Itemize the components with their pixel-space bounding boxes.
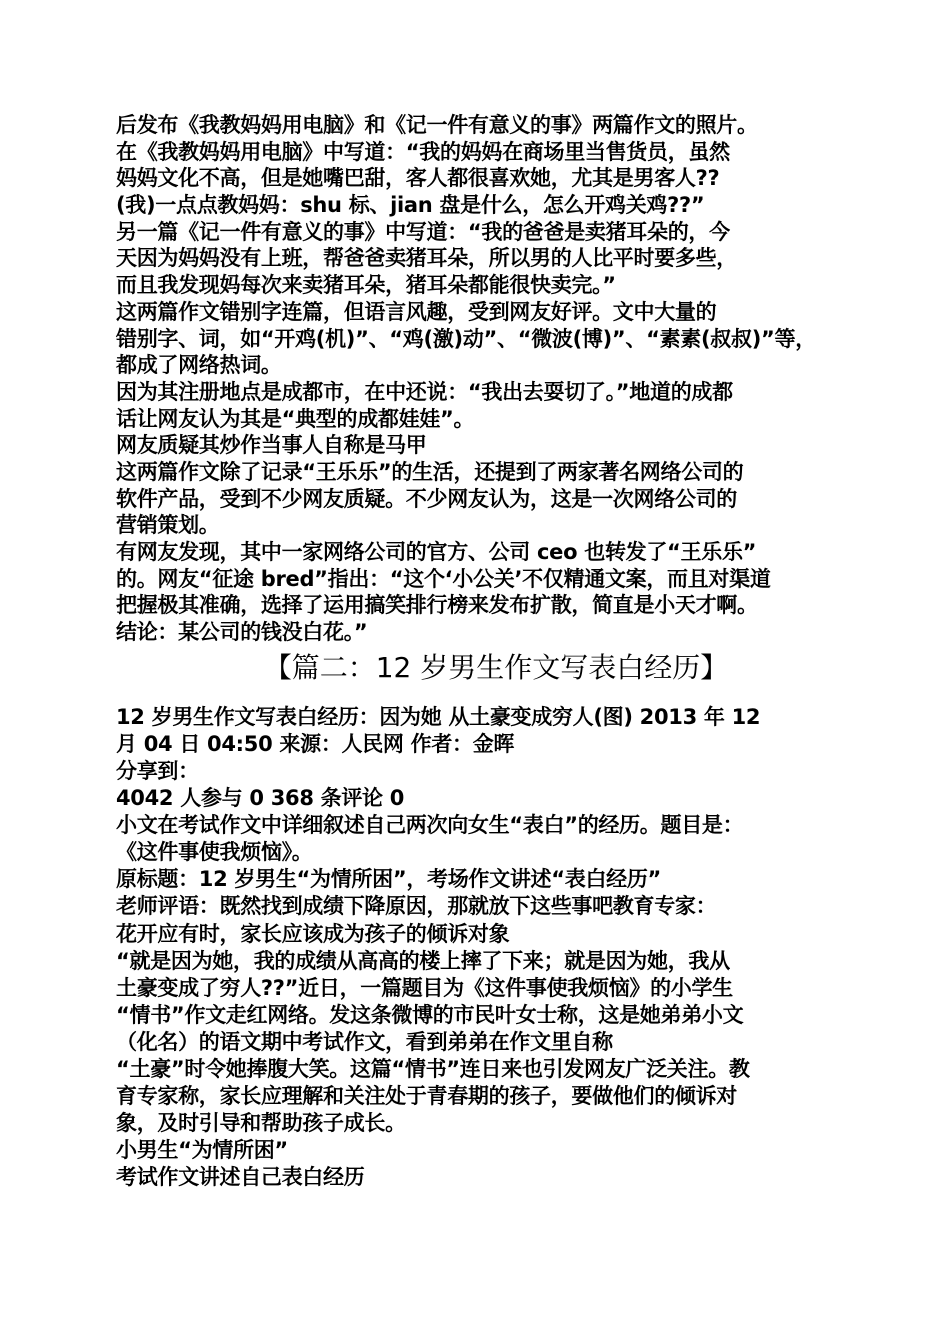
text-line: 有网友发现，其中一家网络公司的官方、公司 ceo 也转发了“王乐乐”: [116, 540, 757, 564]
text-line: 老师评语：既然找到成绩下降原因，那就放下这些事吧教育专家：: [116, 894, 717, 919]
text-line: 月 04 日 04:50 来源：人民网 作者：金晖: [116, 731, 515, 756]
text-line: 错别字、词，如“开鸡(机)”、“鸡(激)动”、“微波(博)”、“素素(叔叔)”等，: [116, 326, 816, 351]
text-line: 妈妈文化不高，但是她嘴巴甜，客人都很喜欢她，尤其是男客人??: [116, 166, 720, 191]
text-line: 考试作文讲述自己表白经历: [116, 1165, 365, 1190]
share-line: 分享到：: [116, 758, 199, 783]
text-line: 都成了网络热词。: [116, 353, 282, 378]
text-line: 结论：某公司的钱没白花。”: [116, 620, 368, 645]
text-line: 土豪变成了穷人??”近日，一篇题目为《这件事使我烦恼》的小学生: [116, 975, 733, 1000]
text-line: 营销策划。: [116, 513, 220, 538]
text-line: 小男生“为情所困”: [116, 1138, 288, 1163]
text-line: “土豪”时令她捧腹大笑。这篇“情书”连日来也引发网友广泛关注。教: [116, 1056, 750, 1081]
text-line: 花开应有时，家长应该成为孩子的倾诉对象: [116, 921, 510, 946]
section-two: [116, 704, 856, 1192]
stats-line: 4042 人参与 0 368 条评论 0: [116, 786, 405, 811]
text-line: 象，及时引导和帮助孩子成长。: [116, 1111, 406, 1136]
text-line: 软件产品，受到不少网友质疑。不少网友认为，这是一次网络公司的: [116, 486, 737, 511]
text-line: 育专家称，家长应理解和关注处于青春期的孩子，要做他们的倾诉对: [116, 1084, 737, 1109]
text-line: 因为其注册地点是成都市，在中还说：“我出去耍切了。”地道的成都: [116, 379, 733, 404]
text-line: 把握极其准确，选择了运用搞笑排行榜来发布扩散，简直是小天才啊。: [116, 593, 758, 618]
text-line: 后发布《我教妈妈用电脑》和《记一件有意义的事》两篇作文的照片。: [116, 113, 758, 137]
text-line: “就是因为她，我的成绩从高高的楼上摔了下来；就是因为她，我从: [116, 948, 730, 973]
section-heading: 【篇二：12 岁男生作文写表白经历】: [263, 650, 729, 684]
subheading-line: 网友质疑其炒作当事人自称是马甲: [116, 433, 427, 458]
text-line: 小文在考试作文中详细叙述自己两次向女生“表白”的经历。题目是：: [116, 813, 744, 838]
text-line: 在《我教妈妈用电脑》中写道：“我的妈妈在商场里当售货员，虽然: [116, 139, 730, 164]
text-line: 天因为妈妈没有上班，帮爸爸卖猪耳朵，所以男的人比平时要多些，: [116, 246, 737, 271]
text-line: 《这件事使我烦恼》。: [116, 840, 313, 865]
text-line: （化名）的语文期中考试作文，看到弟弟在作文里自称: [116, 1029, 613, 1054]
text-line: 12 岁男生作文写表白经历：因为她 从土豪变成穷人(图) 2013 年 12: [116, 704, 761, 729]
text-line: 这两篇作文错别字连篇，但语言风趣，受到网友好评。文中大量的: [116, 299, 717, 324]
text-line: 另一篇《记一件有意义的事》中写道：“我的爸爸是卖猪耳朵的，今: [116, 219, 730, 244]
section-one: [116, 112, 856, 646]
text-line: 而且我发现妈每次来卖猪耳朵，猪耳朵都能很快卖完。”: [116, 273, 616, 298]
text-line: “情书”作文走红网络。发这条微博的市民叶女士称，这是她弟弟小文: [116, 1002, 744, 1027]
text-line: 话让网友认为其是“典型的成都娃娃”。: [116, 406, 475, 431]
text-line: (我)一点点教妈妈：shu 标、jian 盘是什么，怎么开鸡关鸡??”: [116, 193, 705, 218]
text-line: 的。网友“征途 bred”指出：“这个‘小公关’不仅精通文案，而且对渠道: [116, 566, 771, 591]
text-line: 原标题：12 岁男生“为情所困”，考场作文讲述“表白经历”: [116, 867, 662, 892]
document-page: [116, 112, 856, 1191]
text-line: 这两篇作文除了记录“王乐乐”的生活，还提到了两家著名网络公司的: [116, 459, 744, 484]
